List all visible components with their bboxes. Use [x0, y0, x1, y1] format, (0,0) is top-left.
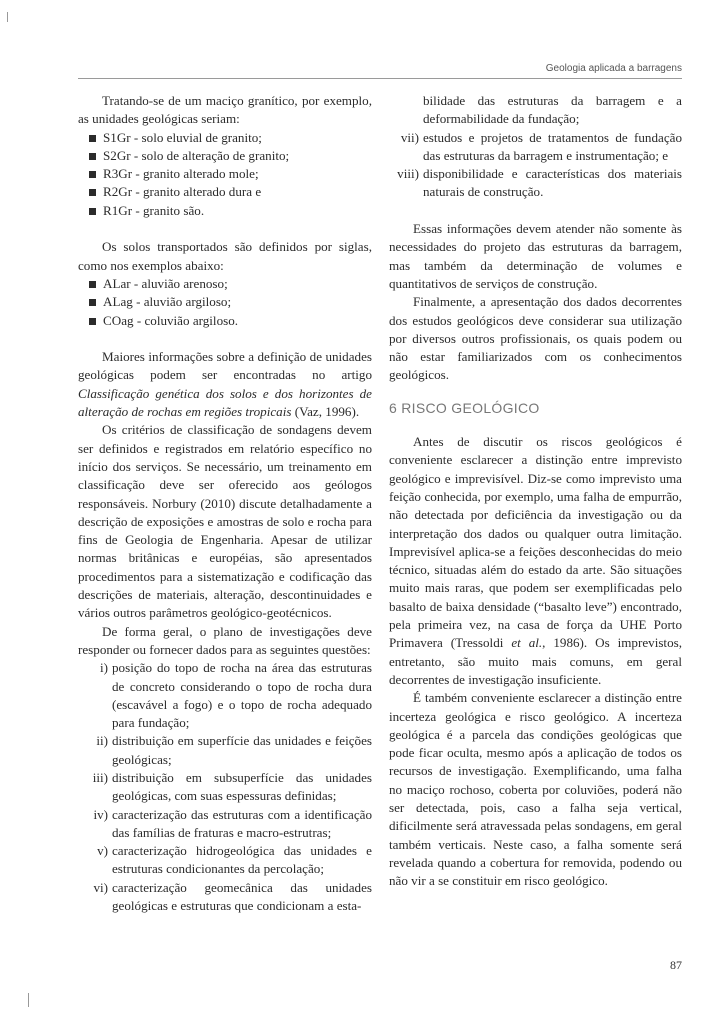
questions-list-continued [389, 92, 682, 202]
header-rule [78, 78, 682, 79]
paragraph-granite-intro: Tratando-se de um maciço granítico, por exemplo, as unidades geológicas seriam: [78, 93, 372, 127]
item-text: caracterização das estruturas com a identificação das famílias de fraturas e macro-estrutras; [112, 806, 372, 840]
paragraph-geological-risk [389, 433, 682, 689]
list-item: R3Gr - granito alterado mole; [89, 165, 372, 183]
list-item [78, 732, 372, 769]
item-number: ii) [96, 733, 108, 749]
paragraph-criteria: Os critérios de classificação de sondagens devem ser definidos e registrados em relatório específico no início dos serviços. Se necessário, um treinamento em classificação deve ser oferecido aos geólogos responsáveis. Norbury (2010) discute detalhadamente a descrição de exposições e amostras de solo e rocha para fins de Geologia de Engenharia. Apesar de utilizar normas britânicas e européias, são apresentados procedimentos para a sistematização e codificação das descrições de materiais, alteração, descontinuidades e vários outros parâmetros geológico-geotécnicos. [78, 422, 372, 621]
list-item: R2Gr - granito alterado dura e [89, 183, 372, 201]
item-number: iv) [93, 806, 108, 822]
paragraph-presentation: Finalmente, a apresentação dos dados decorrentes dos estudos geológicos deve considerar sua utilização por diversos outros profissionais, os quais podem ou não estar familiarizados com os conhecimentos geológicos. [389, 294, 682, 383]
article-title: Classificação genética dos solos e dos horizontes de alteração de rochas em regiões tropicais [78, 385, 372, 420]
list-item [389, 92, 682, 129]
list-item [78, 879, 372, 916]
list-item: R1Gr - granito são. [89, 202, 372, 220]
crop-mark-bottom [28, 993, 29, 1007]
paragraph-uncertainty: É também conveniente esclarecer a distinção entre incerteza geológica e risco geológico. A incerteza geológica é a parcela das condições geológicas que pode ficar oculta, mesmo após a aplicação de todos os recursos de investigação. Exemplificando, uma falha no maciço rochoso, coberta por coluviões, poderá não ser detectada, pois, caso a falha seja vertical, dificilmente será atravessada pelas sondagens, em geral também verticais. Neste caso, a falha somente será revelada quando a cobertura for removida, podendo ou não vir a se constituir em risco geológico. [389, 690, 682, 889]
list-item [78, 842, 372, 879]
granite-units-list [78, 129, 372, 220]
text-segment: , 1986). Os imprevistos, entretanto, são muito mais comuns, em geral decorrentes de investigação insuficiente. [389, 635, 682, 687]
list-item: ALag - aluvião argiloso; [89, 293, 372, 311]
spacer [78, 220, 372, 238]
soils-list [78, 275, 372, 330]
list-item [78, 806, 372, 843]
item-number: v) [97, 843, 108, 859]
item-number: viii) [397, 166, 419, 182]
left-column [78, 92, 372, 915]
item-text: caracterização hidrogeológica das unidades e estruturas condicionantes da percolação; [112, 843, 372, 877]
paragraph-information-needs: Essas informações devem atender não somente às necessidades do projeto das estruturas da barragem, mas também da determinação de volumes e quantitativos de serviços de construção. [389, 221, 682, 291]
section-heading: 6 RISCO GEOLÓGICO [389, 399, 540, 416]
paragraph-more-info [78, 348, 372, 421]
item-text: estudos e projetos de tratamentos de fundação das estruturas da barragem e instrumentação; e [423, 129, 682, 163]
page-number: 87 [670, 958, 682, 972]
item-number: vi) [93, 879, 108, 895]
item-text: bilidade das estruturas da barragem e a deformabilidade da fundação; [423, 93, 682, 127]
list-item: S1Gr - solo eluvial de granito; [89, 129, 372, 147]
list-item [78, 769, 372, 806]
spacer [78, 330, 372, 348]
text-segment: Antes de discutir os riscos geológicos é conveniente esclarecer a distinção entre imprevisto geológico e imprevisível. Diz-se como imprevisto uma feição conhecida, por exemplo, uma falha de empurrão, não detectada por deficiência da investigação ou da interpretação dos dados ou qualquer outra limitação. Imprevisível aplica-se a feições desconhecidas do meio técnico, situadas além do estado da arte. São situações muito mais raras, que podem ser exemplificadas pelo basalto de baixa densidade (“basalto leve”) encontrado, pela primeira vez, na casa de força da UHE Porto Primavera (Tressoldi [389, 434, 682, 651]
item-number: iii) [92, 769, 108, 785]
citation-et-al: et al. [511, 635, 543, 651]
list-item [389, 129, 682, 166]
questions-list [78, 659, 372, 915]
list-item [389, 165, 682, 202]
item-text: distribuição em subsuperfície das unidades geológicas, com suas espessuras definidas; [112, 769, 372, 804]
item-text: disponibilidade e características dos materiais naturais de construção. [423, 166, 682, 200]
list-item [78, 659, 372, 732]
list-item: COag - coluvião argiloso. [89, 312, 372, 330]
item-number: i) [100, 660, 108, 676]
right-column [389, 92, 682, 890]
item-text: caracterização geomecânica das unidades geológicas e estruturas que condicionam a esta- [112, 879, 372, 914]
item-text: distribuição em superfície das unidades e feições geológicas; [112, 733, 372, 767]
spacer [389, 202, 682, 220]
running-head: Geologia aplicada a barragens [545, 63, 682, 74]
paragraph-transported-soils: Os solos transportados são definidos por siglas, como nos exemplos abaixo: [78, 239, 372, 273]
text-segment: Maiores informações sobre a definição de unidades geológicas podem ser encontradas no artigo [78, 349, 372, 383]
item-text: posição do topo de rocha na área das estruturas de concreto considerando o topo de rocha dura (escavável a fogo) e o topo de rocha adequado para fundação; [112, 660, 372, 731]
item-number: vii) [400, 129, 419, 145]
paragraph-investigation-plan: De forma geral, o plano de investigações deve responder ou fornecer dados para as seguintes questões: [78, 623, 372, 657]
list-item: S2Gr - solo de alteração de granito; [89, 147, 372, 165]
text-segment: (Vaz, 1996). [291, 404, 360, 420]
list-item: ALar - aluvião arenoso; [89, 275, 372, 293]
crop-mark-top [7, 12, 8, 22]
